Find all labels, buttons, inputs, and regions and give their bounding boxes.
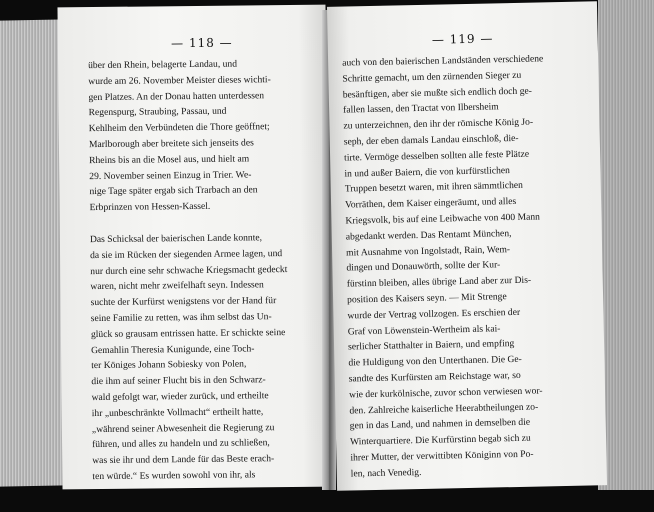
text-line: wurde am 26. November Meister dieses wichti- [88,73,271,87]
text-line: tirte. Vermöge desselben sollten alle feste Plätze [344,148,530,164]
text-line: die Huldigung von den Unterthanen. Die Ge- [348,354,522,369]
text-line: den. Zahlreiche kaiserliche Heerabtheilungen zo- [349,401,539,417]
text-line: Rheins bis an die Mosel aus, und hielt am [89,153,250,166]
text-line: zu unterzeichnen, den ihr der römische König Jo- [343,116,534,132]
text-line: suchte der Kurfürst wenigstens vor der Hand für [90,295,277,309]
text-line: serlicher Statthalter in Baiern, und empfing [347,338,515,353]
text-line: Regenspurg, Straubing, Passau, und [88,106,227,119]
text-line: Vorräthen, dem Kaiser eingeräumt, und alles [345,196,517,211]
text-line: wie der kurkölnische, zuvor schon verwiesen wor- [348,385,543,401]
text-line: dingen und Donauwörth, sollte der Kur- [346,259,501,274]
text-line: fürstinn bleiben, alles übrige Land aber zur Dis- [346,274,532,290]
text-line: glück so grausam entrissen hatte. Er schickte seine [90,326,286,340]
text-line: 29. November seinen Einzug in Trier. We- [89,168,252,182]
text-line: Kriegsvolk, bis auf eine Leibwache von 400 Mann [345,211,541,227]
left-page-stack [0,19,66,486]
text-line: nige Tage später ergab sich Trarbach an den [89,184,258,198]
text-line: die ihm auf seiner Flucht bis in den Schwarz- [91,374,266,388]
text-line: auch von den baierischen Landständen verschiedene [342,53,544,69]
text-line: Marlborough aber breitete sich jenseits des [88,137,254,151]
text-line: wurde der Vertrag vollzogen. Es erschien der [347,306,521,322]
text-line: über den Rhein, belagerte Landau, und [88,58,238,72]
text-line: da sie im Rücken der siegenden Armee lagen, und [90,247,283,261]
text-line: len, nach Venedig. [350,466,422,480]
text-line: Das Schicksal der baierischen Lande konnte, [89,232,263,246]
page-number: — 118 — [171,35,233,51]
text-line: sandte des Kurfürsten am Reichstage war, so [348,369,521,385]
text-line: waren, nicht mehr zweifelhaft seyn. Indessen [90,279,264,293]
text-line: fallen lassen, den Tractat von Ilbersheim [343,101,499,116]
text-line: ihr „unbeschränkte Vollmacht“ ertheilt hatte, [91,406,264,419]
text-line: Gemahlin Theresia Kunigunde, eine Toch- [91,342,255,356]
text-line: position des Kaisers seyn. — Mit Strenge [346,291,507,306]
text-line: Schritte gemacht, um den zürnenden Sieger zu [342,69,522,85]
text-line: Graf von Löwenstein-Wertheim als kai- [347,322,501,338]
text-line: in und außer Baiern, die von kurfürstlichen [344,164,510,180]
text-line: „während seiner Abwesenheit die Regierung zu [91,421,275,435]
text-line: seph, der eben damals Landau einschloß, die- [343,132,519,148]
text-line: Kehlheim den Verbündeten die Thore geöffnet; [88,121,270,135]
text-line: gen in das Land, und nahmen in demselben die [349,417,531,432]
text-line: Winterquartiere. Die Kurfürstinn begab sich zu [349,432,531,448]
page-body [88,56,320,485]
text-line: abgedankt werden. Das Rentamt München, [345,227,512,243]
right-page-stack [598,0,654,490]
text-line: ter Königes Johann Sobiesky von Polen, [91,358,247,372]
left-page [57,5,330,490]
text-line: was sie ihr und dem Lande für das Beste erach- [92,453,275,467]
text-line: ten würde.“ Es wurden sowohl von ihr, als [92,469,256,482]
text-line: wald gefolgt war, wieder zurück, und ertheilte [91,390,269,404]
text-line: Truppen besetzt waren, mit ihren sämmtlichen [344,180,524,195]
text-line: seine Familie zu retten, was ihm selbst das Un- [90,311,272,325]
right-page [327,1,607,491]
page-number: — 119 — [431,31,494,47]
text-line: besänftigen, aber sie mußte sich endlich doch ge- [342,85,533,101]
text-line: mit Ausnahme von Ingolstadt, Rain, Wem- [345,243,511,259]
text-line: gen Platzes. An der Donau hatten unterdessen [88,89,265,103]
page-body [342,51,593,482]
text-line: ihrer Mutter, der verwittibten Königinn von Po- [350,448,534,464]
text-line: nur durch eine sehr schwache Kriegsmacht gedeckt [90,263,288,277]
text-line: führen, und alles zu handeln und zu schließen, [92,437,270,451]
text-line: Erbprinzen von Hessen-Kassel. [89,200,211,214]
